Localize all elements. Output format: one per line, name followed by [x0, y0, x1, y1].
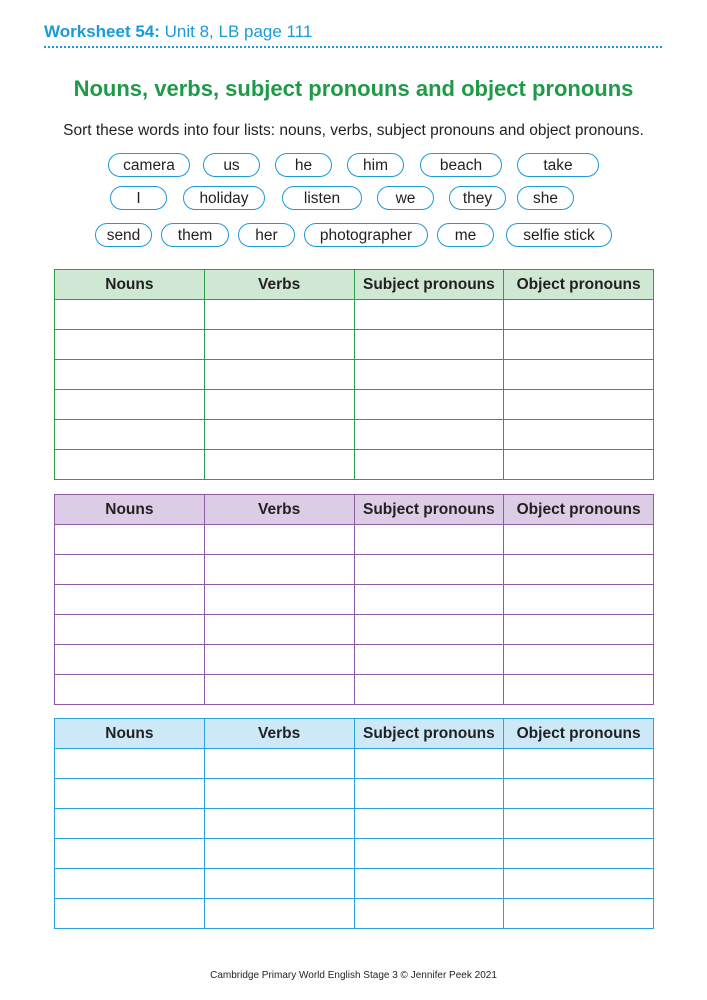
sort-table-green — [54, 269, 654, 480]
answer-cell[interactable] — [354, 300, 504, 330]
answer-cell[interactable] — [504, 525, 654, 555]
table-row — [55, 360, 654, 390]
answer-cell[interactable] — [504, 749, 654, 779]
table-row — [55, 450, 654, 480]
answer-cell[interactable] — [354, 525, 504, 555]
answer-cell[interactable] — [204, 450, 354, 480]
answer-cell[interactable] — [55, 585, 205, 615]
answer-cell[interactable] — [204, 779, 354, 809]
answer-cell[interactable] — [55, 779, 205, 809]
answer-cell[interactable] — [204, 360, 354, 390]
table-row — [55, 525, 654, 555]
answer-cell[interactable] — [55, 525, 205, 555]
table-row — [55, 749, 654, 779]
answer-cell[interactable] — [504, 300, 654, 330]
answer-cell[interactable] — [504, 555, 654, 585]
word-pill: selfie stick — [506, 223, 612, 247]
answer-cell[interactable] — [504, 839, 654, 869]
answer-cell[interactable] — [55, 360, 205, 390]
column-header-object-pronouns: Object pronouns — [504, 270, 654, 300]
column-header-object-pronouns: Object pronouns — [504, 495, 654, 525]
answer-cell[interactable] — [354, 360, 504, 390]
column-header-verbs: Verbs — [204, 719, 354, 749]
table-row — [55, 615, 654, 645]
answer-cell[interactable] — [55, 675, 205, 705]
table-row — [55, 839, 654, 869]
word-pill: I — [110, 186, 167, 210]
table-row — [55, 330, 654, 360]
answer-cell[interactable] — [504, 779, 654, 809]
answer-cell[interactable] — [354, 809, 504, 839]
answer-cell[interactable] — [204, 869, 354, 899]
header-divider — [44, 46, 662, 48]
answer-cell[interactable] — [204, 390, 354, 420]
answer-cell[interactable] — [55, 809, 205, 839]
answer-cell[interactable] — [55, 300, 205, 330]
answer-cell[interactable] — [204, 645, 354, 675]
answer-cell[interactable] — [55, 749, 205, 779]
table-row — [55, 869, 654, 899]
table-row — [55, 645, 654, 675]
column-header-subject-pronouns: Subject pronouns — [354, 495, 504, 525]
column-header-subject-pronouns: Subject pronouns — [354, 270, 504, 300]
answer-cell[interactable] — [354, 585, 504, 615]
worksheet-reference: Unit 8, LB page 111 — [159, 22, 313, 41]
word-pill: us — [203, 153, 260, 177]
sort-table-blue — [54, 718, 654, 929]
answer-cell[interactable] — [504, 585, 654, 615]
answer-cell[interactable] — [504, 420, 654, 450]
answer-cell[interactable] — [504, 615, 654, 645]
answer-cell[interactable] — [55, 420, 205, 450]
answer-cell[interactable] — [55, 839, 205, 869]
column-header-object-pronouns: Object pronouns — [504, 719, 654, 749]
answer-cell[interactable] — [354, 839, 504, 869]
answer-cell[interactable] — [504, 899, 654, 929]
answer-cell[interactable] — [204, 300, 354, 330]
word-pill: they — [449, 186, 506, 210]
word-pill: we — [377, 186, 434, 210]
word-pill: him — [347, 153, 404, 177]
word-pill: her — [238, 223, 295, 247]
table-row — [55, 809, 654, 839]
answer-cell[interactable] — [354, 749, 504, 779]
answer-cell[interactable] — [204, 839, 354, 869]
column-header-subject-pronouns: Subject pronouns — [354, 719, 504, 749]
word-pill: holiday — [183, 186, 265, 210]
answer-cell[interactable] — [504, 869, 654, 899]
answer-cell[interactable] — [55, 645, 205, 675]
table-header-row — [55, 270, 654, 300]
answer-cell[interactable] — [55, 615, 205, 645]
worksheet-header — [44, 22, 312, 42]
answer-cell[interactable] — [204, 585, 354, 615]
worksheet-number: Worksheet 54: — [44, 22, 160, 41]
answer-cell[interactable] — [504, 360, 654, 390]
table-header-row — [55, 719, 654, 749]
answer-cell[interactable] — [204, 809, 354, 839]
column-header-verbs: Verbs — [204, 495, 354, 525]
answer-cell[interactable] — [204, 675, 354, 705]
answer-cell[interactable] — [354, 779, 504, 809]
word-pill: she — [517, 186, 574, 210]
table-row — [55, 779, 654, 809]
table-row — [55, 585, 654, 615]
answer-cell[interactable] — [55, 450, 205, 480]
word-pill: them — [161, 223, 229, 247]
answer-cell[interactable] — [504, 645, 654, 675]
answer-cell[interactable] — [204, 525, 354, 555]
sort-table-purple — [54, 494, 654, 705]
answer-cell[interactable] — [504, 809, 654, 839]
table-row — [55, 300, 654, 330]
table-row — [55, 390, 654, 420]
answer-cell[interactable] — [55, 390, 205, 420]
word-pill: send — [95, 223, 152, 247]
footer-copyright: Cambridge Primary World English Stage 3 © Jennifer Peek 2021 — [210, 970, 497, 981]
answer-cell[interactable] — [55, 899, 205, 929]
answer-cell[interactable] — [504, 450, 654, 480]
table-row — [55, 899, 654, 929]
instruction-text: Sort these words into four lists: nouns, verbs, subject pronouns and object pronouns. — [63, 122, 644, 139]
page-title: Nouns, verbs, subject pronouns and object pronouns — [73, 76, 634, 101]
answer-cell[interactable] — [354, 675, 504, 705]
answer-cell[interactable] — [55, 869, 205, 899]
column-header-verbs: Verbs — [204, 270, 354, 300]
answer-cell[interactable] — [204, 420, 354, 450]
answer-cell[interactable] — [55, 330, 205, 360]
column-header-nouns: Nouns — [55, 270, 205, 300]
table-row — [55, 555, 654, 585]
table-header-row — [55, 495, 654, 525]
word-pill: me — [437, 223, 494, 247]
word-pill: beach — [420, 153, 502, 177]
word-pill: take — [517, 153, 599, 177]
answer-cell[interactable] — [354, 555, 504, 585]
column-header-nouns: Nouns — [55, 719, 205, 749]
answer-cell[interactable] — [504, 330, 654, 360]
table-row — [55, 420, 654, 450]
word-pill: he — [275, 153, 332, 177]
answer-cell[interactable] — [204, 615, 354, 645]
answer-cell[interactable] — [354, 645, 504, 675]
answer-cell[interactable] — [204, 555, 354, 585]
answer-cell[interactable] — [55, 555, 205, 585]
word-pill: camera — [108, 153, 190, 177]
answer-cell[interactable] — [504, 390, 654, 420]
answer-cell[interactable] — [204, 749, 354, 779]
answer-cell[interactable] — [354, 615, 504, 645]
answer-cell[interactable] — [204, 330, 354, 360]
word-pill: photographer — [304, 223, 428, 247]
answer-cell[interactable] — [354, 420, 504, 450]
answer-cell[interactable] — [504, 675, 654, 705]
table-row — [55, 675, 654, 705]
word-pill: listen — [282, 186, 362, 210]
column-header-nouns: Nouns — [55, 495, 205, 525]
answer-cell[interactable] — [354, 899, 504, 929]
answer-cell[interactable] — [204, 899, 354, 929]
answer-cell[interactable] — [354, 330, 504, 360]
answer-cell[interactable] — [354, 450, 504, 480]
answer-cell[interactable] — [354, 869, 504, 899]
answer-cell[interactable] — [354, 390, 504, 420]
